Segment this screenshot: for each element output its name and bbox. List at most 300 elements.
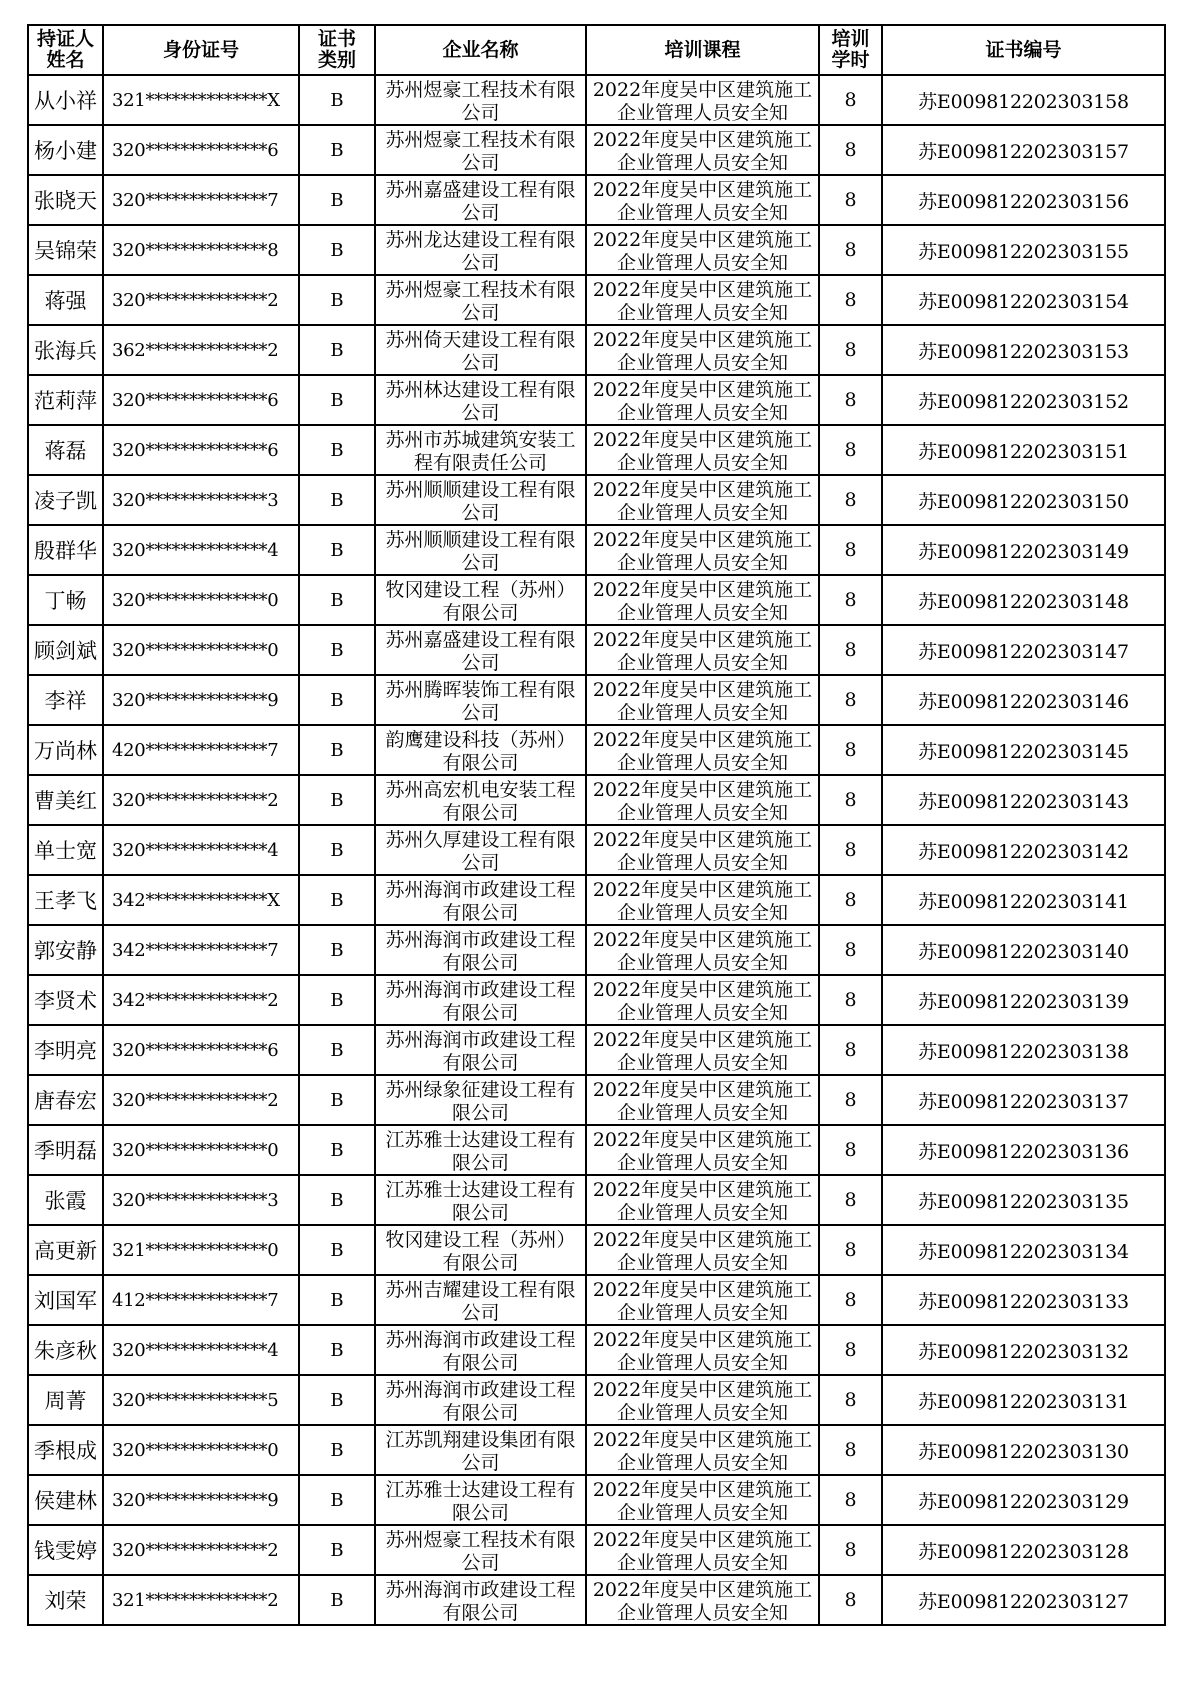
course-cell (586, 475, 819, 525)
table-row (28, 1575, 1165, 1625)
cert-type-cell: B (299, 1575, 375, 1625)
course-text: 2022年度吴中区建筑施工企业管理人员安全知 (592, 729, 813, 773)
id-number-cell: 320**************9 (103, 1475, 299, 1525)
cert-number-cell: 苏E009812202303146 (882, 675, 1165, 725)
company-cell (375, 1425, 586, 1475)
table-row (28, 675, 1165, 725)
id-number-cell: 320**************3 (103, 475, 299, 525)
hours-cell: 8 (819, 1575, 882, 1625)
cert-type-cell: B (299, 1275, 375, 1325)
holder-name-cell: 王孝飞 (28, 875, 103, 925)
hours-cell: 8 (819, 1475, 882, 1525)
course-cell (586, 75, 819, 125)
cert-type-cell: B (299, 525, 375, 575)
company-text: 苏州海润市政建设工程有限公司 (385, 979, 576, 1023)
id-number-cell: 320**************2 (103, 275, 299, 325)
hours-cell: 8 (819, 1025, 882, 1075)
course-cell (586, 525, 819, 575)
course-text: 2022年度吴中区建筑施工企业管理人员安全知 (592, 1079, 813, 1123)
hours-cell: 8 (819, 1375, 882, 1425)
course-text: 2022年度吴中区建筑施工企业管理人员安全知 (592, 429, 813, 473)
table-row (28, 1425, 1165, 1475)
hours-cell: 8 (819, 675, 882, 725)
company-cell (375, 475, 586, 525)
company-text: 苏州高宏机电安装工程有限公司 (385, 779, 576, 823)
id-number-cell: 320**************8 (103, 225, 299, 275)
course-cell (586, 975, 819, 1025)
company-cell (375, 825, 586, 875)
table-row (28, 1225, 1165, 1275)
hours-cell: 8 (819, 275, 882, 325)
holder-name-cell: 高更新 (28, 1225, 103, 1275)
company-text: 苏州海润市政建设工程有限公司 (385, 879, 576, 923)
company-cell (375, 1525, 586, 1575)
id-number-cell: 320**************0 (103, 575, 299, 625)
company-text: 苏州倚天建设工程有限公司 (385, 329, 576, 373)
cert-type-cell: B (299, 1375, 375, 1425)
cert-type-cell: B (299, 1225, 375, 1275)
course-text: 2022年度吴中区建筑施工企业管理人员安全知 (592, 879, 813, 923)
id-number-cell: 321**************2 (103, 1575, 299, 1625)
hours-cell: 8 (819, 1525, 882, 1575)
cert-number-cell: 苏E009812202303150 (882, 475, 1165, 525)
company-cell (375, 375, 586, 425)
course-text: 2022年度吴中区建筑施工企业管理人员安全知 (592, 379, 813, 423)
holder-name-cell: 刘国军 (28, 1275, 103, 1325)
table-row (28, 1325, 1165, 1375)
holder-name-cell: 蒋强 (28, 275, 103, 325)
holder-name-cell: 李祥 (28, 675, 103, 725)
course-text: 2022年度吴中区建筑施工企业管理人员安全知 (592, 1579, 813, 1623)
holder-name-cell: 张晓天 (28, 175, 103, 225)
cert-number-cell: 苏E009812202303127 (882, 1575, 1165, 1625)
table-row (28, 575, 1165, 625)
cert-number-cell: 苏E009812202303157 (882, 125, 1165, 175)
company-text: 苏州煜豪工程技术有限公司 (385, 279, 576, 323)
cert-number-cell: 苏E009812202303140 (882, 925, 1165, 975)
company-cell (375, 1175, 586, 1225)
holder-name-cell: 唐春宏 (28, 1075, 103, 1125)
hours-cell: 8 (819, 725, 882, 775)
id-number-cell: 321**************X (103, 75, 299, 125)
cert-type-cell: B (299, 775, 375, 825)
course-cell (586, 1075, 819, 1125)
course-cell (586, 225, 819, 275)
cert-number-cell: 苏E009812202303133 (882, 1275, 1165, 1325)
hours-cell: 8 (819, 1225, 882, 1275)
hours-cell: 8 (819, 525, 882, 575)
hours-cell: 8 (819, 1125, 882, 1175)
cert-type-cell: B (299, 875, 375, 925)
cert-number-cell: 苏E009812202303155 (882, 225, 1165, 275)
course-cell (586, 675, 819, 725)
course-cell (586, 275, 819, 325)
id-number-cell: 342**************2 (103, 975, 299, 1025)
cert-type-cell: B (299, 825, 375, 875)
company-cell (375, 1125, 586, 1175)
holder-name-cell: 侯建林 (28, 1475, 103, 1525)
cert-number-cell: 苏E009812202303143 (882, 775, 1165, 825)
id-number-cell: 320**************6 (103, 425, 299, 475)
hours-cell: 8 (819, 425, 882, 475)
cert-number-cell: 苏E009812202303142 (882, 825, 1165, 875)
id-number-cell: 320**************2 (103, 1525, 299, 1575)
id-number-cell: 320**************4 (103, 1325, 299, 1375)
course-text: 2022年度吴中区建筑施工企业管理人员安全知 (592, 829, 813, 873)
company-cell (375, 425, 586, 475)
course-cell (586, 375, 819, 425)
cert-type-cell: B (299, 225, 375, 275)
cert-number-cell: 苏E009812202303141 (882, 875, 1165, 925)
company-cell (375, 975, 586, 1025)
company-text: 江苏雅士达建设工程有限公司 (385, 1479, 576, 1523)
table-row (28, 125, 1165, 175)
holder-name-cell: 李明亮 (28, 1025, 103, 1075)
cert-type-cell: B (299, 1425, 375, 1475)
cert-number-cell: 苏E009812202303151 (882, 425, 1165, 475)
table-row (28, 75, 1165, 125)
course-cell (586, 1125, 819, 1175)
course-text: 2022年度吴中区建筑施工企业管理人员安全知 (592, 779, 813, 823)
cert-type-cell: B (299, 575, 375, 625)
holder-name-cell: 周菁 (28, 1375, 103, 1425)
company-cell (375, 525, 586, 575)
company-cell (375, 675, 586, 725)
company-text: 江苏雅士达建设工程有限公司 (385, 1179, 576, 1223)
hours-cell: 8 (819, 1075, 882, 1125)
company-text: 苏州嘉盛建设工程有限公司 (385, 629, 576, 673)
cert-number-cell: 苏E009812202303148 (882, 575, 1165, 625)
holder-name-cell: 季根成 (28, 1425, 103, 1475)
course-cell (586, 875, 819, 925)
company-text: 苏州久厚建设工程有限公司 (385, 829, 576, 873)
company-cell (375, 1325, 586, 1375)
course-cell (586, 1375, 819, 1425)
course-text: 2022年度吴中区建筑施工企业管理人员安全知 (592, 629, 813, 673)
company-text: 苏州海润市政建设工程有限公司 (385, 1379, 576, 1423)
company-text: 苏州海润市政建设工程有限公司 (385, 1579, 576, 1623)
hours-cell: 8 (819, 1425, 882, 1475)
company-cell (375, 1075, 586, 1125)
hours-cell: 8 (819, 1175, 882, 1225)
cert-number-cell: 苏E009812202303132 (882, 1325, 1165, 1375)
course-text: 2022年度吴中区建筑施工企业管理人员安全知 (592, 1129, 813, 1173)
table-row (28, 1025, 1165, 1075)
cert-number-cell: 苏E009812202303153 (882, 325, 1165, 375)
cert-type-cell: B (299, 675, 375, 725)
course-text: 2022年度吴中区建筑施工企业管理人员安全知 (592, 129, 813, 173)
cert-type-cell: B (299, 1175, 375, 1225)
company-cell (375, 725, 586, 775)
company-text: 苏州嘉盛建设工程有限公司 (385, 179, 576, 223)
cert-number-cell: 苏E009812202303128 (882, 1525, 1165, 1575)
company-cell (375, 1275, 586, 1325)
cert-number-cell: 苏E009812202303145 (882, 725, 1165, 775)
course-text: 2022年度吴中区建筑施工企业管理人员安全知 (592, 929, 813, 973)
company-cell (375, 325, 586, 375)
cert-type-cell: B (299, 275, 375, 325)
id-number-cell: 320**************2 (103, 775, 299, 825)
course-text: 2022年度吴中区建筑施工企业管理人员安全知 (592, 1229, 813, 1273)
cert-number-cell: 苏E009812202303137 (882, 1075, 1165, 1125)
course-text: 2022年度吴中区建筑施工企业管理人员安全知 (592, 329, 813, 373)
table-row (28, 1175, 1165, 1225)
hours-cell: 8 (819, 925, 882, 975)
holder-name-cell: 张霞 (28, 1175, 103, 1225)
table-row (28, 525, 1165, 575)
cert-type-cell: B (299, 725, 375, 775)
course-cell (586, 625, 819, 675)
course-cell (586, 1575, 819, 1625)
id-number-cell: 320**************3 (103, 1175, 299, 1225)
cert-type-cell: B (299, 625, 375, 675)
certificate-roster-table (27, 24, 1166, 1626)
hours-cell: 8 (819, 75, 882, 125)
id-number-cell: 320**************2 (103, 1075, 299, 1125)
company-text: 苏州海润市政建设工程有限公司 (385, 1029, 576, 1073)
course-text: 2022年度吴中区建筑施工企业管理人员安全知 (592, 229, 813, 273)
holder-name-cell: 李贤术 (28, 975, 103, 1025)
hours-cell: 8 (819, 1325, 882, 1375)
course-cell (586, 925, 819, 975)
course-cell (586, 1175, 819, 1225)
company-text: 苏州顺顺建设工程有限公司 (385, 529, 576, 573)
hours-cell: 8 (819, 375, 882, 425)
table-row (28, 875, 1165, 925)
course-cell (586, 825, 819, 875)
holder-name-cell: 曹美红 (28, 775, 103, 825)
company-cell (375, 125, 586, 175)
cert-type-cell: B (299, 325, 375, 375)
course-text: 2022年度吴中区建筑施工企业管理人员安全知 (592, 979, 813, 1023)
holder-name-cell: 丁畅 (28, 575, 103, 625)
company-cell (375, 225, 586, 275)
table-row (28, 275, 1165, 325)
cert-type-cell: B (299, 1475, 375, 1525)
company-text: 苏州煜豪工程技术有限公司 (385, 129, 576, 173)
cert-number-cell: 苏E009812202303152 (882, 375, 1165, 425)
table-row (28, 1525, 1165, 1575)
course-cell (586, 125, 819, 175)
cert-number-cell: 苏E009812202303130 (882, 1425, 1165, 1475)
hours-cell: 8 (819, 475, 882, 525)
table-row (28, 475, 1165, 525)
course-text: 2022年度吴中区建筑施工企业管理人员安全知 (592, 479, 813, 523)
table-row (28, 375, 1165, 425)
cert-number-cell: 苏E009812202303139 (882, 975, 1165, 1025)
id-number-cell: 342**************X (103, 875, 299, 925)
course-cell (586, 1325, 819, 1375)
cert-type-cell: B (299, 925, 375, 975)
company-text: 苏州煜豪工程技术有限公司 (385, 79, 576, 123)
table-row (28, 175, 1165, 225)
table-row (28, 975, 1165, 1025)
cert-type-cell: B (299, 125, 375, 175)
company-text: 苏州顺顺建设工程有限公司 (385, 479, 576, 523)
course-text: 2022年度吴中区建筑施工企业管理人员安全知 (592, 79, 813, 123)
company-cell (375, 575, 586, 625)
table-row (28, 1475, 1165, 1525)
hours-cell: 8 (819, 225, 882, 275)
hours-cell: 8 (819, 175, 882, 225)
company-text: 江苏凯翔建设集团有限公司 (385, 1429, 576, 1473)
id-number-cell: 320**************0 (103, 1425, 299, 1475)
id-number-cell: 320**************4 (103, 825, 299, 875)
cert-type-cell: B (299, 975, 375, 1025)
hours-cell: 8 (819, 575, 882, 625)
table-row (28, 725, 1165, 775)
holder-name-cell: 万尚林 (28, 725, 103, 775)
company-cell (375, 275, 586, 325)
id-number-cell: 362**************2 (103, 325, 299, 375)
table-row (28, 325, 1165, 375)
table-row (28, 1075, 1165, 1125)
course-text: 2022年度吴中区建筑施工企业管理人员安全知 (592, 679, 813, 723)
holder-name-cell: 凌子凯 (28, 475, 103, 525)
holder-name-cell: 张海兵 (28, 325, 103, 375)
company-text: 苏州龙达建设工程有限公司 (385, 229, 576, 273)
cert-type-cell: B (299, 425, 375, 475)
company-text: 苏州林达建设工程有限公司 (385, 379, 576, 423)
course-text: 2022年度吴中区建筑施工企业管理人员安全知 (592, 1029, 813, 1073)
course-text: 2022年度吴中区建筑施工企业管理人员安全知 (592, 1179, 813, 1223)
cert-type-cell: B (299, 1025, 375, 1075)
cert-number-cell: 苏E009812202303156 (882, 175, 1165, 225)
holder-name-cell: 郭安静 (28, 925, 103, 975)
cert-number-cell: 苏E009812202303129 (882, 1475, 1165, 1525)
id-number-cell: 320**************6 (103, 125, 299, 175)
company-cell (375, 175, 586, 225)
course-cell (586, 1475, 819, 1525)
hours-cell: 8 (819, 825, 882, 875)
cert-type-cell: B (299, 1325, 375, 1375)
course-text: 2022年度吴中区建筑施工企业管理人员安全知 (592, 1329, 813, 1373)
company-text: 苏州煜豪工程技术有限公司 (385, 1529, 576, 1573)
holder-name-cell: 吴锦荣 (28, 225, 103, 275)
hours-cell: 8 (819, 325, 882, 375)
course-cell (586, 1425, 819, 1475)
cert-type-cell: B (299, 175, 375, 225)
course-cell (586, 425, 819, 475)
company-text: 苏州吉耀建设工程有限公司 (385, 1279, 576, 1323)
id-number-cell: 320**************6 (103, 1025, 299, 1075)
course-cell (586, 725, 819, 775)
id-number-cell: 412**************7 (103, 1275, 299, 1325)
cert-type-cell: B (299, 75, 375, 125)
cert-number-cell: 苏E009812202303138 (882, 1025, 1165, 1075)
table-row (28, 1125, 1165, 1175)
company-text: 江苏雅士达建设工程有限公司 (385, 1129, 576, 1173)
holder-name-cell: 钱雯婷 (28, 1525, 103, 1575)
company-text: 苏州海润市政建设工程有限公司 (385, 1329, 576, 1373)
holder-name-cell: 朱彦秋 (28, 1325, 103, 1375)
course-cell (586, 1225, 819, 1275)
course-cell (586, 1525, 819, 1575)
table-body (28, 75, 1165, 1625)
hours-cell: 8 (819, 975, 882, 1025)
company-cell (375, 1575, 586, 1625)
holder-name-cell: 殷群华 (28, 525, 103, 575)
course-text: 2022年度吴中区建筑施工企业管理人员安全知 (592, 579, 813, 623)
company-text: 韵鹰建设科技（苏州）有限公司 (385, 729, 576, 773)
table-row (28, 625, 1165, 675)
course-cell (586, 1275, 819, 1325)
cert-type-cell: B (299, 1125, 375, 1175)
cert-number-cell: 苏E009812202303135 (882, 1175, 1165, 1225)
id-number-cell: 320**************0 (103, 1125, 299, 1175)
cert-number-cell: 苏E009812202303158 (882, 75, 1165, 125)
id-number-cell: 320**************7 (103, 175, 299, 225)
header-hours: 培训 学时 (819, 25, 882, 75)
header-cert-type: 证书 类别 (299, 25, 375, 75)
course-cell (586, 775, 819, 825)
course-text: 2022年度吴中区建筑施工企业管理人员安全知 (592, 1479, 813, 1523)
cert-type-cell: B (299, 1525, 375, 1575)
company-cell (375, 625, 586, 675)
holder-name-cell: 杨小建 (28, 125, 103, 175)
course-text: 2022年度吴中区建筑施工企业管理人员安全知 (592, 1279, 813, 1323)
id-number-cell: 320**************5 (103, 1375, 299, 1425)
hours-cell: 8 (819, 875, 882, 925)
id-number-cell: 342**************7 (103, 925, 299, 975)
cert-number-cell: 苏E009812202303131 (882, 1375, 1165, 1425)
course-text: 2022年度吴中区建筑施工企业管理人员安全知 (592, 1379, 813, 1423)
course-text: 2022年度吴中区建筑施工企业管理人员安全知 (592, 529, 813, 573)
course-text: 2022年度吴中区建筑施工企业管理人员安全知 (592, 279, 813, 323)
company-text: 苏州市苏城建筑安装工程有限责任公司 (385, 429, 576, 473)
course-text: 2022年度吴中区建筑施工企业管理人员安全知 (592, 179, 813, 223)
table-row (28, 825, 1165, 875)
company-cell (375, 1225, 586, 1275)
id-number-cell: 321**************0 (103, 1225, 299, 1275)
table-row (28, 1275, 1165, 1325)
holder-name-cell: 季明磊 (28, 1125, 103, 1175)
hours-cell: 8 (819, 775, 882, 825)
header-holder-name: 持证人 姓名 (28, 25, 103, 75)
cert-type-cell: B (299, 1075, 375, 1125)
company-text: 苏州腾晖装饰工程有限公司 (385, 679, 576, 723)
table-row (28, 425, 1165, 475)
course-text: 2022年度吴中区建筑施工企业管理人员安全知 (592, 1529, 813, 1573)
table-row (28, 225, 1165, 275)
holder-name-cell: 范莉萍 (28, 375, 103, 425)
company-cell (375, 875, 586, 925)
header-course: 培训课程 (586, 25, 819, 75)
hours-cell: 8 (819, 625, 882, 675)
table-row (28, 775, 1165, 825)
cert-type-cell: B (299, 375, 375, 425)
cert-number-cell: 苏E009812202303154 (882, 275, 1165, 325)
holder-name-cell: 从小祥 (28, 75, 103, 125)
id-number-cell: 320**************4 (103, 525, 299, 575)
company-cell (375, 775, 586, 825)
course-cell (586, 325, 819, 375)
course-cell (586, 575, 819, 625)
holder-name-cell: 刘荣 (28, 1575, 103, 1625)
cert-number-cell: 苏E009812202303134 (882, 1225, 1165, 1275)
header-company: 企业名称 (375, 25, 586, 75)
course-text: 2022年度吴中区建筑施工企业管理人员安全知 (592, 1429, 813, 1473)
cert-number-cell: 苏E009812202303147 (882, 625, 1165, 675)
company-text: 苏州海润市政建设工程有限公司 (385, 929, 576, 973)
cert-number-cell: 苏E009812202303149 (882, 525, 1165, 575)
company-text: 苏州绿象征建设工程有限公司 (385, 1079, 576, 1123)
company-cell (375, 925, 586, 975)
id-number-cell: 320**************6 (103, 375, 299, 425)
id-number-cell: 320**************9 (103, 675, 299, 725)
hours-cell: 8 (819, 1275, 882, 1325)
header-cert-number: 证书编号 (882, 25, 1165, 75)
